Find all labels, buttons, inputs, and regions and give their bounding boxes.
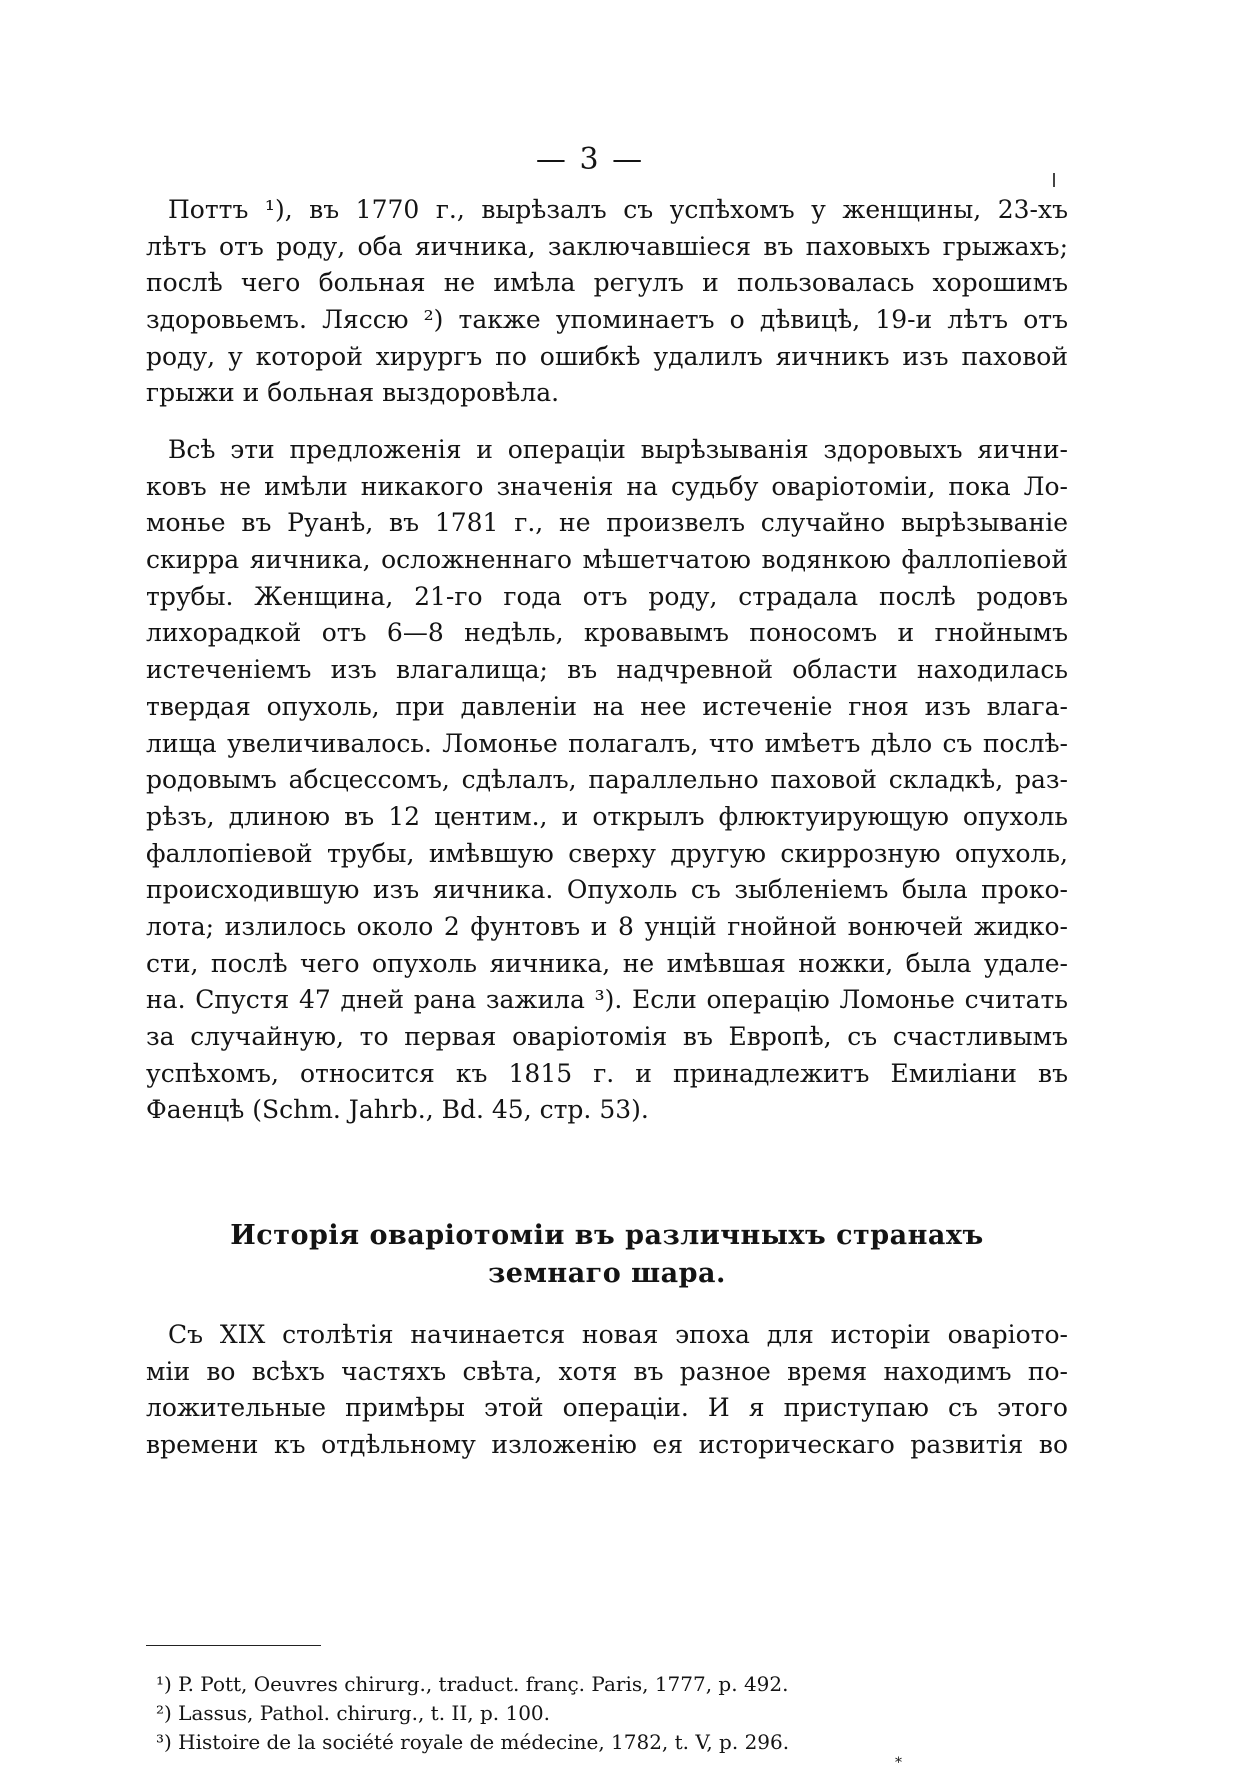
paragraph-line: скирра яичника, осложненнаго мѣшетчатою водянкою фаллопіевой bbox=[146, 545, 1068, 575]
paragraph-line: фаллопіевой трубы, имѣвшую сверху другую скиррозную опухоль, bbox=[146, 838, 1068, 868]
paragraph-line: родовымъ абсцессомъ, сдѣлалъ, параллельно паховой складкѣ, раз- bbox=[146, 765, 1068, 795]
paragraph-line: здоровьемъ. Ляссю ²) также упоминаетъ о дѣвицѣ, 19-и лѣтъ отъ bbox=[146, 305, 1068, 335]
paragraph-line: міи во всѣхъ частяхъ свѣта, хотя въ разное время находимъ по- bbox=[146, 1356, 1068, 1386]
paragraph-line: происходившую изъ яичника. Опухоль съ зыбленіемъ была проко- bbox=[146, 875, 1068, 905]
margin-mark bbox=[1053, 173, 1055, 187]
paragraph-line: Съ XIX столѣтія начинается новая эпоха для исторіи оваріото- bbox=[168, 1320, 1068, 1349]
paragraph-line: лота; излилось около 2 фунтовъ и 8 унцій гнойной вонючей жидко- bbox=[146, 911, 1068, 941]
footnote: ²) Lassus, Pathol. chirurg., t. II, p. 100. bbox=[156, 1701, 550, 1725]
paragraph-line: монье въ Руанѣ, въ 1781 г., не произвелъ случайно вырѣзываніе bbox=[146, 508, 1068, 538]
paragraph-line: Всѣ эти предложенія и операціи вырѣзыванія здоровыхъ яични- bbox=[168, 435, 1068, 464]
paragraph-line: ложительные примѣры этой операціи. И я приступаю съ этого bbox=[146, 1393, 1068, 1423]
paragraph-line: трубы. Женщина, 21-го года отъ роду, страдала послѣ родовъ bbox=[146, 581, 1068, 611]
paragraph-1 bbox=[146, 192, 1068, 412]
paragraph-line: рѣзъ, длиною въ 12 центим., и открылъ флюктуирующую опухоль bbox=[146, 801, 1068, 831]
heading-line: земнаго шара. bbox=[488, 1258, 726, 1289]
page-number: — 3 — bbox=[535, 142, 645, 177]
paragraph-line: Фаенцѣ (Schm. Jahrb., Bd. 45, стр. 53). bbox=[146, 1095, 649, 1125]
section-heading bbox=[146, 1217, 1068, 1293]
paragraph-line: за случайную, то первая оваріотомія въ Европѣ, съ счастливымъ bbox=[146, 1022, 1068, 1051]
paragraph-line: Поттъ ¹), въ 1770 г., вырѣзалъ съ успѣхомъ у женщины, 23-хъ bbox=[168, 195, 1068, 224]
paragraph-line: ковъ не имѣли никакого значенія на судьбу оваріотоміи, пока Ло- bbox=[146, 471, 1068, 501]
heading-line: Исторія оваріотоміи въ различныхъ странахъ bbox=[230, 1220, 984, 1251]
printer-mark: * bbox=[895, 1755, 902, 1771]
paragraph-line: сти, послѣ чего опухоль яичника, не имѣвшая ножки, была удале- bbox=[146, 948, 1068, 978]
footnote-divider bbox=[146, 1645, 321, 1646]
paragraph-2 bbox=[146, 432, 1068, 1129]
footnote: ³) Histoire de la société royale de médecine, 1782, t. V, p. 296. bbox=[156, 1730, 790, 1754]
paragraph-line: на. Спустя 47 дней рана зажила ³). Если операцію Ломонье считать bbox=[146, 985, 1068, 1015]
paragraph-3 bbox=[146, 1317, 1068, 1464]
footnotes bbox=[156, 1670, 1056, 1757]
paragraph-line: истеченіемъ изъ влагалища; въ надчревной области находилась bbox=[146, 655, 1068, 685]
paragraph-line: грыжи и больная выздоровѣла. bbox=[146, 378, 560, 408]
paragraph-line: лища увеличивалось. Ломонье полагалъ, что имѣетъ дѣло съ послѣ- bbox=[146, 728, 1068, 758]
paragraph-line: времени къ отдѣльному изложенію ея историческаго развитія во bbox=[146, 1430, 1068, 1460]
paragraph-line: лѣтъ отъ роду, оба яичника, заключавшіеся въ паховыхъ грыжахъ; bbox=[146, 231, 1068, 261]
paragraph-line: роду, у которой хирургъ по ошибкѣ удалилъ яичникъ изъ паховой bbox=[146, 341, 1068, 371]
paragraph-line: послѣ чего больная не имѣла регулъ и пользовалась хорошимъ bbox=[146, 268, 1068, 298]
paragraph-line: лихорадкой отъ 6—8 недѣль, кровавымъ поносомъ и гнойнымъ bbox=[146, 618, 1068, 648]
paragraph-line: успѣхомъ, относится къ 1815 г. и принадлежитъ Емиліани въ bbox=[146, 1058, 1068, 1088]
footnote: ¹) P. Pott, Oeuvres chirurg., traduct. franç. Paris, 1777, p. 492. bbox=[156, 1672, 789, 1696]
paragraph-line: твердая опухоль, при давленіи на нее истеченіе гноя изъ влага- bbox=[146, 691, 1068, 721]
